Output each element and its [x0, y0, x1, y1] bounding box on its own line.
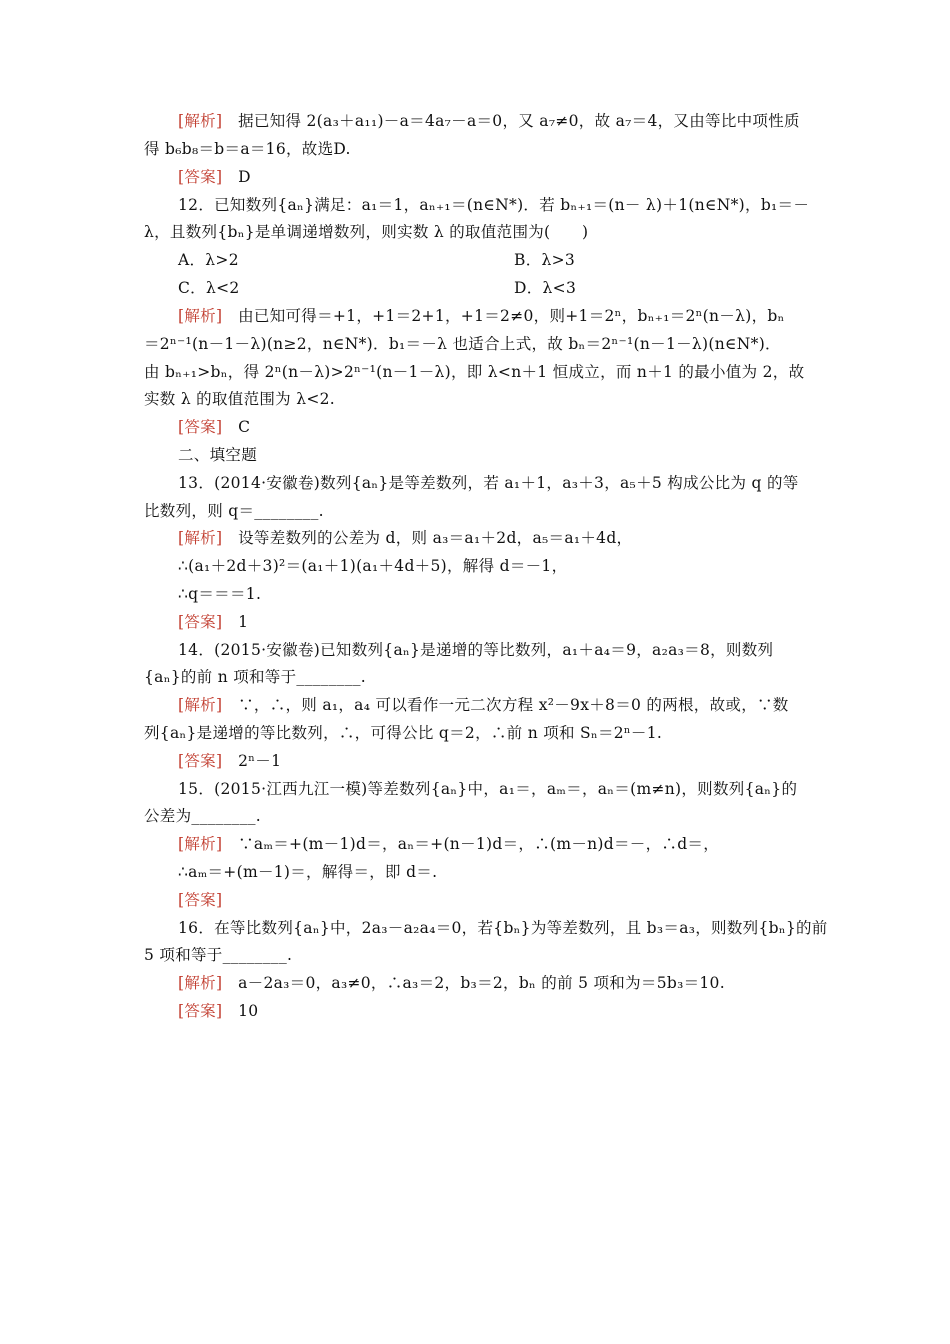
- line-text: ∵aₘ＝+(m－1)d＝，aₙ＝+(n－1)d＝，∴(m－n)d＝－，∴d＝，: [222, 835, 720, 853]
- analysis-label: [解析]: [178, 696, 223, 714]
- line-text: ∴q＝＝＝1.: [178, 585, 262, 603]
- line-text: 16．在等比数列{aₙ}中，2a₃－a₂a₄＝0，若{bₙ}为等差数列，且 b₃＝a₃，则数列{bₙ}的前: [178, 919, 828, 937]
- line-text: 实数 λ 的取值范围为 λ<2.: [144, 390, 336, 408]
- text-line: [178, 638, 773, 662]
- analysis-label: [解析]: [178, 974, 223, 992]
- line-text: 14．(2015·安徽卷)已知数列{aₙ}是递增的等比数列，a₁＋a₄＝9，a₂a₃＝8，则数列: [178, 641, 774, 659]
- line-text: ∵，∴，则 a₁，a₄ 可以看作一元二次方程 x²－9x＋8＝0 的两根，故或，∵数: [222, 696, 789, 714]
- line-text: D: [222, 168, 251, 186]
- text-line: [178, 554, 567, 578]
- line-text: 由 bₙ₊₁>bₙ，得 2ⁿ(n－λ)>2ⁿ⁻¹(n－1－λ)，即 λ<n＋1 恒成立，而 n＋1 的最小值为 2，故: [144, 363, 805, 381]
- line-text: λ，且数列{bₙ}是单调递增数列，则实数 λ 的取值范围为( ): [144, 223, 589, 241]
- answer-label: [答案]: [178, 752, 223, 770]
- line-text: a－2a₃＝0，a₃≠0，∴a₃＝2，b₃＝2，bₙ 的前 5 项和为＝5b₃＝10.: [222, 974, 725, 992]
- text-line: [178, 109, 800, 133]
- text-line: [144, 499, 324, 523]
- text-line: [178, 193, 809, 217]
- line-text: 列{aₙ}是递增的等比数列，∴，可得公比 q＝2，∴前 n 项和 Sₙ＝2ⁿ－1.: [144, 724, 663, 742]
- text-line: [144, 220, 588, 244]
- line-text: 2ⁿ－1: [222, 752, 282, 770]
- text-line: [144, 721, 662, 745]
- text-line: [514, 248, 575, 272]
- answer-label: [答案]: [178, 613, 223, 631]
- text-line: [178, 471, 799, 495]
- text-line: [178, 832, 719, 856]
- text-line: [178, 749, 281, 773]
- text-line: [178, 415, 250, 439]
- text-line: [178, 443, 257, 467]
- answer-label: [答案]: [178, 891, 223, 909]
- analysis-label: [解析]: [178, 112, 223, 130]
- line-text: 比数列，则 q＝________.: [144, 502, 324, 520]
- text-line: [144, 665, 366, 689]
- text-line: [178, 276, 240, 300]
- text-line: [144, 943, 292, 967]
- analysis-label: [解析]: [178, 835, 223, 853]
- text-line: [144, 360, 804, 384]
- line-text: 13．(2014·安徽卷)数列{aₙ}是等差数列，若 a₁＋1，a₃＋3，a₅＋5 构成公比为 q 的等: [178, 474, 799, 492]
- line-text: 12．已知数列{aₙ}满足：a₁＝1，aₙ₊₁＝(n∈N*)．若 bₙ₊₁＝(n－ λ)＋1(n∈N*)，b₁＝－: [178, 196, 810, 214]
- text-line: [178, 916, 828, 940]
- text-line: [178, 165, 251, 189]
- text-line: [178, 526, 632, 550]
- line-text: 设等差数列的公差为 d，则 a₃＝a₁＋2d，a₅＝a₁＋4d，: [222, 529, 633, 547]
- text-line: [514, 276, 576, 300]
- analysis-label: [解析]: [178, 307, 223, 325]
- text-line: [178, 610, 248, 634]
- answer-label: [答案]: [178, 418, 223, 436]
- line-text: 10: [222, 1002, 259, 1020]
- text-line: [144, 332, 781, 356]
- line-text: ∴(a₁＋2d＋3)²＝(a₁＋1)(a₁＋4d＋5)，解得 d＝－1，: [178, 557, 568, 575]
- line-text: 据已知得 2(a₃＋a₁₁)－a＝4a₇－a＝0，又 a₇≠0，故 a₇＝4，又由等比中项性质: [222, 112, 800, 130]
- answer-label: [答案]: [178, 1002, 223, 1020]
- text-line: [178, 860, 437, 884]
- line-text: {aₙ}的前 n 项和等于________.: [144, 668, 367, 686]
- line-text: 公差为________.: [144, 807, 262, 825]
- line-text: 由已知可得＝+1，+1＝2+1，+1＝2≠0，则+1＝2ⁿ，bₙ₊₁＝2ⁿ(n－λ)，bₙ: [222, 307, 785, 325]
- text-line: [144, 804, 261, 828]
- line-text: ＝2ⁿ⁻¹(n－1－λ)(n≥2，n∈N*)．b₁＝－λ 也适合上式，故 bₙ＝2ⁿ⁻¹(n－1－λ)(n∈N*)．: [144, 335, 781, 353]
- line-text: 1: [222, 613, 249, 631]
- line-text: B．λ>3: [514, 251, 576, 269]
- analysis-label: [解析]: [178, 529, 223, 547]
- line-text: 得 b₆b₈＝b＝a＝16，故选D.: [144, 140, 351, 158]
- line-text: 15．(2015·江西九江一模)等差数列{aₙ}中，a₁＝，aₘ＝，aₙ＝(m≠n)，则数列{aₙ}的: [178, 780, 798, 798]
- text-line: [178, 248, 239, 272]
- line-text: D．λ<3: [514, 279, 577, 297]
- text-line: [144, 387, 335, 411]
- text-line: [178, 304, 785, 328]
- text-line: [178, 777, 797, 801]
- text-line: [178, 582, 261, 606]
- line-text: 二、填空题: [178, 446, 258, 464]
- text-line: [178, 888, 222, 912]
- text-line: [178, 693, 789, 717]
- line-text: 5 项和等于________.: [144, 946, 293, 964]
- line-text: A．λ>2: [178, 251, 239, 269]
- text-line: [178, 999, 258, 1023]
- text-line: [178, 971, 725, 995]
- answer-label: [答案]: [178, 168, 223, 186]
- line-text: C．λ<2: [178, 279, 240, 297]
- text-line: [144, 137, 351, 161]
- line-text: C: [222, 418, 251, 436]
- line-text: ∴aₘ＝+(m－1)＝，解得＝，即 d＝.: [178, 863, 438, 881]
